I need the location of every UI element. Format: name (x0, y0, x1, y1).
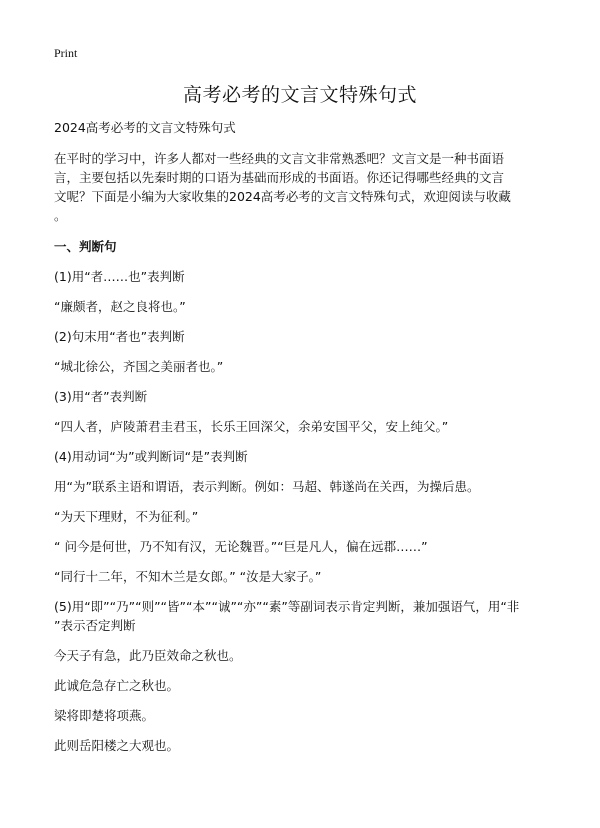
rule-item (54, 597, 554, 635)
example-item: “城北徐公，齐国之美丽者也。” (54, 359, 224, 374)
example-item: 此诚危急存亡之秋也。 (54, 678, 180, 693)
rule-item: (4)用动词“为”或判断词“是”表判断 (54, 449, 248, 464)
rule-line: (5)用“即”“乃”“则”“皆”“本”“诚”“亦”“素”等副词表示肯定判断，兼加强语气，用“非 (54, 599, 520, 614)
article-body (54, 118, 554, 755)
rule-item: (1)用“者……也”表判断 (54, 269, 185, 284)
intro-paragraph (54, 149, 554, 225)
example-item: “ 问今是何世，乃不知有汉，无论魏晋。”“巨是凡人，偏在远郡……” (54, 539, 428, 554)
print-link[interactable]: Print (54, 46, 78, 60)
example-item: “四人者，庐陵萧君圭君玉，长乐王回深父，余弟安国平父，安上纯父。” (54, 419, 449, 434)
explanation-item: 用“为”联系主语和谓语，表示判断。例如：马超、韩遂尚在关西，为操后患。 (54, 479, 480, 494)
section-heading: 一、判断句 (54, 239, 117, 254)
example-item: 梁将即楚将项燕。 (54, 708, 155, 723)
rule-line: ”表示否定判断 (54, 618, 136, 633)
page-title: 高考必考的文言文特殊句式 (182, 84, 417, 106)
example-item: 此则岳阳楼之大观也。 (54, 738, 180, 753)
intro-line: 。 (54, 208, 67, 223)
intro-line: 在平时的学习中，许多人都对一些经典的文言文非常熟悉吧？文言文是一种书面语 (54, 151, 505, 166)
example-item: 今天子有急，此乃臣效命之秋也。 (54, 648, 242, 663)
example-item: “同行十二年，不知木兰是女郎。” “汝是大家子。” (54, 569, 322, 584)
example-item: “廉颇者，赵之良将也。” (54, 299, 186, 314)
rule-item: (3)用“者”表判断 (54, 389, 148, 404)
article-subtitle: 2024高考必考的文言文特殊句式 (54, 120, 236, 135)
intro-line: 文呢？下面是小编为大家收集的2024高考必考的文言文特殊句式，欢迎阅读与收藏 (54, 189, 511, 204)
example-item: “为天下理财，不为征利。” (54, 509, 199, 524)
intro-line: 言，主要包括以先秦时期的口语为基础而形成的书面语。你还记得哪些经典的文言 (54, 170, 505, 185)
rule-item: (2)句末用“者也”表判断 (54, 329, 185, 344)
